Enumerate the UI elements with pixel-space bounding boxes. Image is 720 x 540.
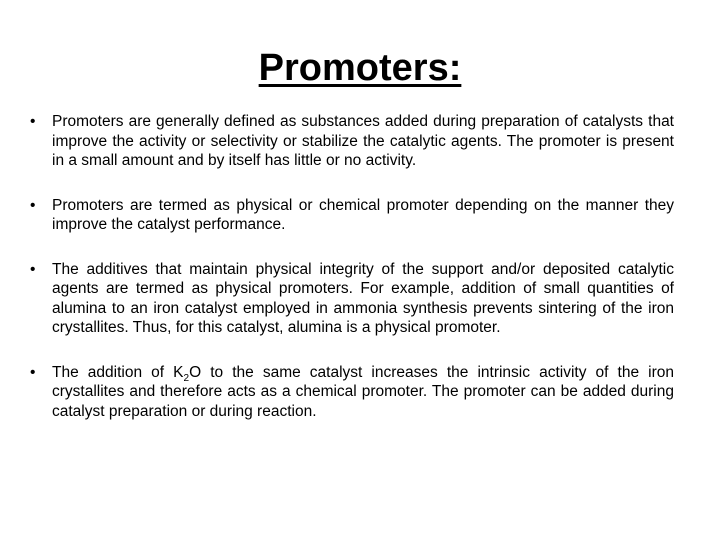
bullet-text: Promoters are termed as physical or chemical promoter depending on the manner they improve the catalyst performance. [52, 196, 674, 233]
bullet-icon: • [30, 196, 36, 214]
bullet-icon: • [30, 113, 36, 130]
slide-title-text: Promoters: [258, 47, 462, 89]
bullet-list [30, 112, 674, 421]
bullet-item [30, 363, 674, 422]
bullet-item [30, 260, 674, 338]
bullet-text [52, 364, 674, 420]
slide-title [0, 42, 720, 94]
bullet-text-before: The addition of K [52, 363, 184, 381]
bullet-icon: • [30, 363, 36, 381]
bullet-text: The additives that maintain physical integrity of the support and/or deposited catalytic agents are termed as physical promoters. For example, addition of small quantities of alumina to an iron catalyst employed in ammonia synthesis prevents sintering of the iron crystallites. Thus, for this catalyst, alumina is a physical promoter. [52, 260, 674, 336]
bullet-text: Promoters are generally defined as substances added during preparation of catalysts that improve the activity or selectivity or stabilize the catalytic agents. The promoter is present in a small amount and by itself has little or no activity. [52, 113, 674, 169]
bullet-item [30, 196, 674, 235]
subscript-2: 2 [183, 372, 190, 384]
bullet-text-after: O to the same catalyst increases the intrinsic activity of the iron crystallites and therefore acts as a chemical promoter. The promoter can be added during catalyst preparation or during reaction. [52, 363, 674, 420]
bullet-icon: • [30, 260, 36, 278]
bullet-item [30, 112, 674, 171]
